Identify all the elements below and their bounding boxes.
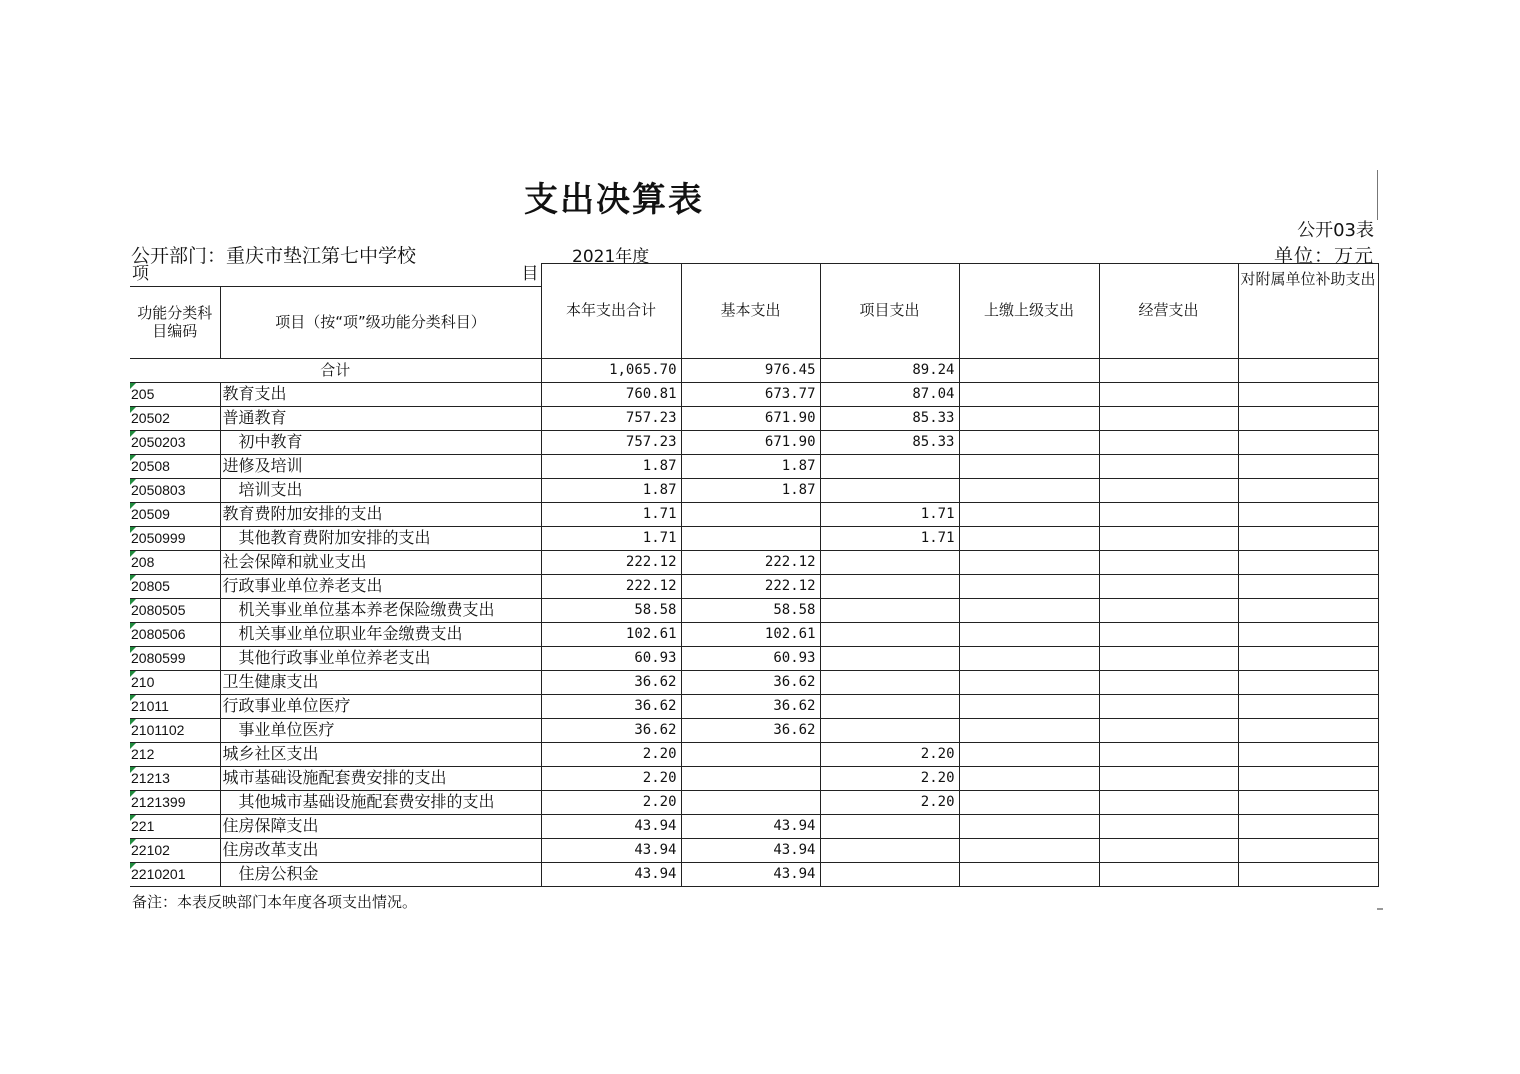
row-subsidy	[1238, 838, 1378, 862]
row-upper	[959, 814, 1099, 838]
row-project: 87.04	[820, 382, 959, 406]
table-row	[130, 622, 1378, 646]
table-row	[130, 478, 1378, 502]
header-mu: 目	[521, 264, 539, 284]
row-basic: 43.94	[681, 862, 820, 886]
row-subsidy	[1238, 694, 1378, 718]
row-upper	[959, 670, 1099, 694]
table-row	[130, 838, 1378, 862]
row-name: 事业单位医疗	[220, 718, 541, 742]
row-total: 36.62	[541, 670, 681, 694]
row-subsidy	[1238, 742, 1378, 766]
row-upper	[959, 742, 1099, 766]
row-basic: 58.58	[681, 598, 820, 622]
row-business	[1099, 718, 1238, 742]
row-business	[1099, 862, 1238, 886]
row-business	[1099, 598, 1238, 622]
header-project: 项目支出	[820, 264, 959, 359]
table-row	[130, 454, 1378, 478]
row-total: 58.58	[541, 598, 681, 622]
row-basic: 36.62	[681, 670, 820, 694]
row-name: 培训支出	[220, 478, 541, 502]
row-name: 机关事业单位职业年金缴费支出	[220, 622, 541, 646]
row-name: 城市基础设施配套费安排的支出	[220, 766, 541, 790]
total-cell-subsidy	[1238, 358, 1378, 382]
table-row	[130, 526, 1378, 550]
row-total: 102.61	[541, 622, 681, 646]
row-code: 22102	[130, 838, 220, 862]
row-total: 60.93	[541, 646, 681, 670]
row-upper	[959, 622, 1099, 646]
row-business	[1099, 430, 1238, 454]
table-row	[130, 862, 1378, 886]
row-basic	[681, 766, 820, 790]
row-name: 其他教育费附加安排的支出	[220, 526, 541, 550]
row-code: 2080505	[130, 598, 220, 622]
total-label: 合计	[130, 358, 541, 382]
row-upper	[959, 646, 1099, 670]
row-total: 36.62	[541, 718, 681, 742]
table-row	[130, 742, 1378, 766]
row-total: 760.81	[541, 382, 681, 406]
row-name: 普通教育	[220, 406, 541, 430]
row-name: 住房公积金	[220, 862, 541, 886]
row-business	[1099, 790, 1238, 814]
row-basic: 43.94	[681, 814, 820, 838]
row-name: 城乡社区支出	[220, 742, 541, 766]
table-row	[130, 766, 1378, 790]
row-project: 1.71	[820, 526, 959, 550]
row-project: 2.20	[820, 766, 959, 790]
row-code: 2050203	[130, 430, 220, 454]
total-row	[130, 358, 1378, 382]
row-code: 20502	[130, 406, 220, 430]
row-subsidy	[1238, 406, 1378, 430]
row-upper	[959, 598, 1099, 622]
row-total: 222.12	[541, 574, 681, 598]
header-upper: 上缴上级支出	[959, 264, 1099, 359]
row-name: 进修及培训	[220, 454, 541, 478]
row-upper	[959, 718, 1099, 742]
row-total: 1.87	[541, 478, 681, 502]
table-number: 公开03表	[1297, 220, 1374, 241]
row-subsidy	[1238, 622, 1378, 646]
table-row	[130, 550, 1378, 574]
row-name: 卫生健康支出	[220, 670, 541, 694]
row-subsidy	[1238, 526, 1378, 550]
row-name: 其他行政事业单位养老支出	[220, 646, 541, 670]
row-business	[1099, 814, 1238, 838]
row-code: 208	[130, 550, 220, 574]
row-code: 2121399	[130, 790, 220, 814]
row-business	[1099, 382, 1238, 406]
header-code: 功能分类科目编码	[130, 286, 220, 358]
row-upper	[959, 382, 1099, 406]
row-basic: 1.87	[681, 478, 820, 502]
row-business	[1099, 670, 1238, 694]
row-project: 2.20	[820, 742, 959, 766]
row-total: 43.94	[541, 838, 681, 862]
row-business	[1099, 742, 1238, 766]
row-subsidy	[1238, 574, 1378, 598]
row-upper	[959, 838, 1099, 862]
table-row	[130, 790, 1378, 814]
row-code: 20805	[130, 574, 220, 598]
row-subsidy	[1238, 430, 1378, 454]
row-basic: 1.87	[681, 454, 820, 478]
row-project	[820, 718, 959, 742]
row-subsidy	[1238, 598, 1378, 622]
row-total: 43.94	[541, 814, 681, 838]
row-basic: 102.61	[681, 622, 820, 646]
sheet-edge	[1377, 170, 1378, 220]
row-basic: 671.90	[681, 406, 820, 430]
row-basic	[681, 742, 820, 766]
row-subsidy	[1238, 502, 1378, 526]
row-upper	[959, 550, 1099, 574]
row-project: 1.71	[820, 502, 959, 526]
row-basic: 222.12	[681, 574, 820, 598]
row-project: 85.33	[820, 406, 959, 430]
row-project	[820, 670, 959, 694]
row-upper	[959, 766, 1099, 790]
row-total: 43.94	[541, 862, 681, 886]
row-upper	[959, 526, 1099, 550]
row-business	[1099, 454, 1238, 478]
table-row	[130, 718, 1378, 742]
table-row	[130, 574, 1378, 598]
row-code: 210	[130, 670, 220, 694]
row-code: 212	[130, 742, 220, 766]
row-basic: 222.12	[681, 550, 820, 574]
total-cell-total: 1,065.70	[541, 358, 681, 382]
footnote: 备注：本表反映部门本年度各项支出情况。	[132, 893, 418, 911]
row-business	[1099, 550, 1238, 574]
row-code: 21213	[130, 766, 220, 790]
row-total: 1.87	[541, 454, 681, 478]
table-row	[130, 430, 1378, 454]
row-code: 20509	[130, 502, 220, 526]
row-subsidy	[1238, 790, 1378, 814]
row-business	[1099, 694, 1238, 718]
row-code: 20508	[130, 454, 220, 478]
unit-label: 单位：万元	[1273, 245, 1374, 267]
fiscal-year: 2021年度	[572, 247, 650, 267]
total-cell-basic: 976.45	[681, 358, 820, 382]
row-code: 205	[130, 382, 220, 406]
total-cell-project: 89.24	[820, 358, 959, 382]
row-basic: 36.62	[681, 694, 820, 718]
row-code: 2210201	[130, 862, 220, 886]
row-upper	[959, 454, 1099, 478]
row-total: 2.20	[541, 790, 681, 814]
header-business: 经营支出	[1099, 264, 1238, 359]
row-upper	[959, 502, 1099, 526]
row-subsidy	[1238, 382, 1378, 406]
header-xiang: 项	[132, 264, 149, 284]
row-basic: 43.94	[681, 838, 820, 862]
row-business	[1099, 622, 1238, 646]
row-business	[1099, 478, 1238, 502]
row-project: 85.33	[820, 430, 959, 454]
row-business	[1099, 502, 1238, 526]
row-project	[820, 838, 959, 862]
table-row	[130, 406, 1378, 430]
row-subsidy	[1238, 766, 1378, 790]
row-project	[820, 622, 959, 646]
row-name: 住房保障支出	[220, 814, 541, 838]
row-subsidy	[1238, 646, 1378, 670]
row-basic: 36.62	[681, 718, 820, 742]
table-row	[130, 598, 1378, 622]
row-total: 757.23	[541, 430, 681, 454]
expenditure-table	[130, 263, 1379, 887]
row-code: 2050803	[130, 478, 220, 502]
row-total: 222.12	[541, 550, 681, 574]
header-subsidy: 对附属单位补助支出	[1238, 264, 1378, 359]
row-project	[820, 814, 959, 838]
row-name: 教育费附加安排的支出	[220, 502, 541, 526]
page-title: 支出决算表	[524, 180, 704, 220]
row-project	[820, 550, 959, 574]
row-business	[1099, 766, 1238, 790]
row-project	[820, 862, 959, 886]
row-code: 2080599	[130, 646, 220, 670]
row-upper	[959, 694, 1099, 718]
total-cell-upper	[959, 358, 1099, 382]
row-project	[820, 694, 959, 718]
row-basic: 673.77	[681, 382, 820, 406]
row-business	[1099, 406, 1238, 430]
header-basic: 基本支出	[681, 264, 820, 359]
row-upper	[959, 430, 1099, 454]
row-code: 21011	[130, 694, 220, 718]
row-subsidy	[1238, 454, 1378, 478]
row-business	[1099, 646, 1238, 670]
row-total: 36.62	[541, 694, 681, 718]
row-upper	[959, 478, 1099, 502]
row-business	[1099, 526, 1238, 550]
table-row	[130, 694, 1378, 718]
sheet-corner-mark	[1377, 908, 1383, 910]
row-total: 757.23	[541, 406, 681, 430]
row-code: 221	[130, 814, 220, 838]
row-business	[1099, 574, 1238, 598]
row-name: 住房改革支出	[220, 838, 541, 862]
header-item-group	[130, 264, 541, 287]
row-code: 2080506	[130, 622, 220, 646]
table-row	[130, 502, 1378, 526]
row-total: 1.71	[541, 526, 681, 550]
row-basic	[681, 790, 820, 814]
row-project	[820, 478, 959, 502]
row-upper	[959, 406, 1099, 430]
row-subsidy	[1238, 670, 1378, 694]
row-project	[820, 454, 959, 478]
row-upper	[959, 574, 1099, 598]
header-total: 本年支出合计	[541, 264, 681, 359]
department-label: 公开部门：重庆市垫江第七中学校	[131, 245, 417, 267]
table-row	[130, 814, 1378, 838]
row-basic: 60.93	[681, 646, 820, 670]
row-name: 初中教育	[220, 430, 541, 454]
row-subsidy	[1238, 478, 1378, 502]
row-basic	[681, 502, 820, 526]
row-name: 社会保障和就业支出	[220, 550, 541, 574]
total-cell-business	[1099, 358, 1238, 382]
row-project	[820, 574, 959, 598]
row-business	[1099, 838, 1238, 862]
table-row	[130, 646, 1378, 670]
row-total: 2.20	[541, 742, 681, 766]
row-name: 行政事业单位养老支出	[220, 574, 541, 598]
row-code: 2050999	[130, 526, 220, 550]
table-row	[130, 670, 1378, 694]
header-item-name: 项目（按“项”级功能分类科目）	[220, 286, 541, 358]
row-total: 2.20	[541, 766, 681, 790]
row-name: 行政事业单位医疗	[220, 694, 541, 718]
row-basic: 671.90	[681, 430, 820, 454]
row-project	[820, 646, 959, 670]
row-subsidy	[1238, 718, 1378, 742]
row-subsidy	[1238, 862, 1378, 886]
row-total: 1.71	[541, 502, 681, 526]
row-subsidy	[1238, 550, 1378, 574]
row-subsidy	[1238, 814, 1378, 838]
row-name: 其他城市基础设施配套费安排的支出	[220, 790, 541, 814]
row-project: 2.20	[820, 790, 959, 814]
row-upper	[959, 862, 1099, 886]
row-upper	[959, 790, 1099, 814]
row-code: 2101102	[130, 718, 220, 742]
row-name: 机关事业单位基本养老保险缴费支出	[220, 598, 541, 622]
row-name: 教育支出	[220, 382, 541, 406]
table-row	[130, 382, 1378, 406]
header-row-top	[130, 264, 1378, 287]
row-basic	[681, 526, 820, 550]
row-project	[820, 598, 959, 622]
